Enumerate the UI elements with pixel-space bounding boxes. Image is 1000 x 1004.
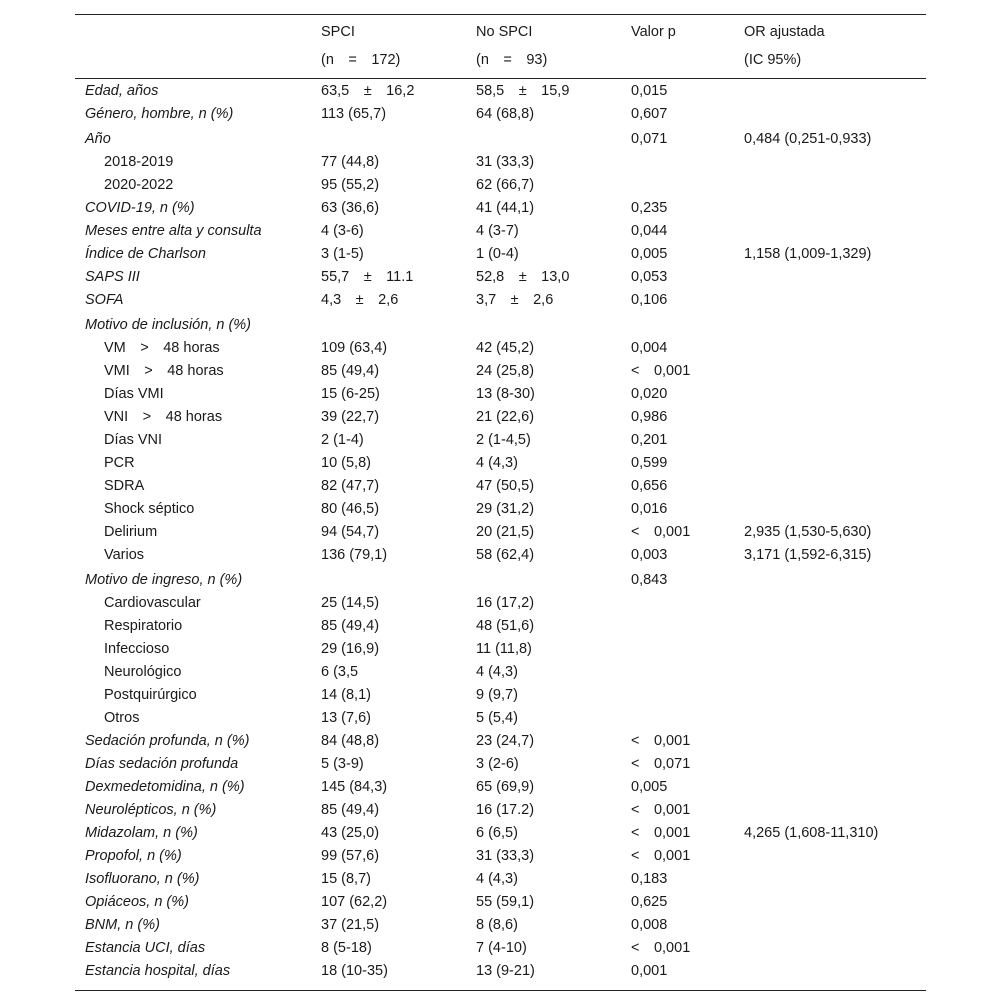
table-row: [75, 405, 926, 428]
cell-p-value: < 0,001: [631, 802, 691, 818]
cell-spci: 25 (14,5): [321, 595, 380, 611]
cell-no-spci: 4 (4,3): [476, 871, 518, 887]
cell-p-value: 0,201: [631, 432, 668, 448]
cell-p-value: < 0,071: [631, 756, 691, 772]
cell-spci: 18 (10-35): [321, 963, 388, 979]
cell-spci: 77 (44,8): [321, 154, 380, 170]
table-row: [75, 150, 926, 173]
cell-no-spci: 55 (59,1): [476, 894, 535, 910]
cell-no-spci: 31 (33,3): [476, 848, 535, 864]
cell-no-spci: 4 (3-7): [476, 223, 519, 239]
row-label: Sedación profunda, n (%): [85, 733, 250, 749]
table-row: [75, 844, 926, 867]
cell-no-spci: 11 (11,8): [476, 641, 532, 657]
table-row: [75, 265, 926, 288]
cell-p-value: 0,044: [631, 223, 668, 239]
cell-no-spci: 52,8 ± 13,0: [476, 269, 570, 285]
table-row: [75, 288, 926, 311]
cell-p-value: 0,183: [631, 871, 668, 887]
row-label: Días VMI: [104, 386, 164, 402]
cell-no-spci: 24 (25,8): [476, 363, 535, 379]
row-label: Dexmedetomidina, n (%): [85, 779, 245, 795]
row-label: COVID-19, n (%): [85, 200, 195, 216]
table-row: [75, 79, 926, 102]
table-row: [75, 196, 926, 219]
cell-no-spci: 42 (45,2): [476, 340, 535, 356]
cell-no-spci: 48 (51,6): [476, 618, 535, 634]
cell-spci: 85 (49,4): [321, 802, 380, 818]
header-p-value: Valor p: [631, 24, 676, 40]
table-row: [75, 890, 926, 913]
row-label: VM > 48 horas: [104, 340, 220, 356]
cell-p-value: < 0,001: [631, 940, 691, 956]
cell-p-value: 0,106: [631, 292, 668, 308]
table-row: [75, 543, 926, 566]
cell-spci: 5 (3-9): [321, 756, 364, 772]
cell-spci: 94 (54,7): [321, 524, 380, 540]
table-row: [75, 102, 926, 125]
table-row: [75, 359, 926, 382]
table-row: [75, 311, 926, 336]
table-row: [75, 706, 926, 729]
cell-no-spci: 64 (68,8): [476, 106, 535, 122]
row-label: Respiratorio: [104, 618, 183, 634]
row-label: Meses entre alta y consulta: [85, 223, 262, 239]
cell-p-value: 0,005: [631, 779, 668, 795]
table-row: [75, 959, 926, 982]
cell-spci: 63,5 ± 16,2: [321, 83, 415, 99]
cell-no-spci: 65 (69,9): [476, 779, 535, 795]
cell-p-value: 0,016: [631, 501, 668, 517]
cell-spci: 109 (63,4): [321, 340, 388, 356]
cell-spci: 4,3 ± 2,6: [321, 292, 399, 308]
cell-spci: 113 (65,7): [321, 106, 387, 122]
cell-adjusted-or: 0,484 (0,251-0,933): [744, 131, 872, 147]
table-row: [75, 242, 926, 265]
table-row: [75, 566, 926, 591]
cell-spci: 15 (8,7): [321, 871, 371, 887]
cell-no-spci: 47 (50,5): [476, 478, 535, 494]
cell-spci: 3 (1-5): [321, 246, 364, 262]
row-label: 2020-2022: [104, 177, 174, 193]
cell-p-value: < 0,001: [631, 733, 691, 749]
row-label: Isofluorano, n (%): [85, 871, 200, 887]
cell-spci: 4 (3-6): [321, 223, 364, 239]
row-label: 2018-2019: [104, 154, 174, 170]
cell-adjusted-or: 3,171 (1,592-6,315): [744, 547, 872, 563]
table-row: [75, 867, 926, 890]
cell-no-spci: 8 (8,6): [476, 917, 518, 933]
cell-p-value: 0,053: [631, 269, 668, 285]
row-label: Shock séptico: [104, 501, 195, 517]
cell-p-value: < 0,001: [631, 825, 691, 841]
row-label: Motivo de ingreso, n (%): [85, 572, 243, 588]
row-label: Propofol, n (%): [85, 848, 182, 864]
row-label: Índice de Charlson: [85, 246, 206, 262]
cell-spci: 10 (5,8): [321, 455, 371, 471]
cell-p-value: 0,005: [631, 246, 668, 262]
table-row: [75, 821, 926, 844]
row-label: SDRA: [104, 478, 145, 494]
cell-p-value: 0,004: [631, 340, 668, 356]
table-row: [75, 428, 926, 451]
row-label: Estancia hospital, días: [85, 963, 231, 979]
cell-spci: 145 (84,3): [321, 779, 388, 795]
cell-no-spci: 13 (8-30): [476, 386, 535, 402]
cell-no-spci: 23 (24,7): [476, 733, 535, 749]
row-label: Infeccioso: [104, 641, 170, 657]
table-row: [75, 520, 926, 543]
cell-p-value: < 0,001: [631, 363, 691, 379]
cell-no-spci: 16 (17,2): [476, 595, 535, 611]
cell-spci: 37 (21,5): [321, 917, 380, 933]
cell-p-value: 0,235: [631, 200, 668, 216]
cell-p-value: < 0,001: [631, 524, 691, 540]
row-label: Días VNI: [104, 432, 163, 448]
cell-no-spci: 58 (62,4): [476, 547, 535, 563]
cell-spci: 55,7 ± 11.1: [321, 269, 414, 285]
row-label: SOFA: [85, 292, 124, 308]
header-ci: (IC 95%): [744, 52, 802, 68]
cell-spci: 84 (48,8): [321, 733, 380, 749]
table-row: [75, 775, 926, 798]
row-label: Año: [85, 131, 111, 147]
cell-p-value: 0,001: [631, 963, 668, 979]
cell-adjusted-or: 1,158 (1,009-1,329): [744, 246, 872, 262]
cell-no-spci: 31 (33,3): [476, 154, 535, 170]
cell-spci: 6 (3,5: [321, 664, 359, 680]
cell-p-value: < 0,001: [631, 848, 691, 864]
cell-spci: 99 (57,6): [321, 848, 380, 864]
table-row: [75, 591, 926, 614]
cell-p-value: 0,986: [631, 409, 668, 425]
cell-no-spci: 4 (4,3): [476, 664, 518, 680]
row-label: VNI > 48 horas: [104, 409, 223, 425]
cell-p-value: 0,656: [631, 478, 668, 494]
cell-no-spci: 21 (22,6): [476, 409, 535, 425]
cell-spci: 39 (22,7): [321, 409, 380, 425]
row-label: Delirium: [104, 524, 158, 540]
table-row: [75, 382, 926, 405]
table-row: [75, 936, 926, 959]
cell-no-spci: 6 (6,5): [476, 825, 518, 841]
row-label: Postquirúrgico: [104, 687, 197, 703]
table-row: [75, 683, 926, 706]
row-label: Neurolépticos, n (%): [85, 802, 217, 818]
row-label: Otros: [104, 710, 140, 726]
cell-no-spci: 29 (31,2): [476, 501, 535, 517]
cell-no-spci: 3,7 ± 2,6: [476, 292, 554, 308]
cell-p-value: 0,003: [631, 547, 668, 563]
table-row: [75, 614, 926, 637]
row-label: Género, hombre, n (%): [85, 106, 234, 122]
cell-no-spci: 20 (21,5): [476, 524, 535, 540]
table-body: [75, 79, 926, 982]
table-row: [75, 798, 926, 821]
row-label: Midazolam, n (%): [85, 825, 198, 841]
cell-p-value: 0,607: [631, 106, 668, 122]
cell-p-value: 0,071: [631, 131, 668, 147]
header-row-2: [75, 47, 926, 78]
cell-spci: 14 (8,1): [321, 687, 371, 703]
data-table: [75, 14, 926, 991]
cell-adjusted-or: 4,265 (1,608-11,310): [744, 825, 879, 841]
row-label: Estancia UCI, días: [85, 940, 206, 956]
cell-no-spci: 62 (66,7): [476, 177, 535, 193]
cell-adjusted-or: 2,935 (1,530-5,630): [744, 524, 872, 540]
cell-no-spci: 13 (9-21): [476, 963, 535, 979]
cell-spci: 13 (7,6): [321, 710, 371, 726]
cell-no-spci: 58,5 ± 15,9: [476, 83, 570, 99]
bottom-rule: [75, 990, 926, 991]
table-row: [75, 660, 926, 683]
cell-spci: 63 (36,6): [321, 200, 380, 216]
table-row: [75, 219, 926, 242]
row-label: Neurológico: [104, 664, 182, 680]
row-label: Cardiovascular: [104, 595, 201, 611]
table-row: [75, 173, 926, 196]
row-label: Días sedación profunda: [85, 756, 239, 772]
header-row-1: [75, 15, 926, 47]
cell-spci: 136 (79,1): [321, 547, 388, 563]
cell-no-spci: 3 (2-6): [476, 756, 519, 772]
row-label: Motivo de inclusión, n (%): [85, 317, 252, 333]
header-no-spci-n: (n = 93): [476, 52, 548, 68]
table-row: [75, 125, 926, 150]
header-no-spci: No SPCI: [476, 24, 533, 40]
cell-p-value: 0,599: [631, 455, 668, 471]
row-label: PCR: [104, 455, 135, 471]
cell-spci: 82 (47,7): [321, 478, 380, 494]
cell-spci: 80 (46,5): [321, 501, 380, 517]
cell-spci: 85 (49,4): [321, 618, 380, 634]
cell-spci: 29 (16,9): [321, 641, 380, 657]
row-label: Opiáceos, n (%): [85, 894, 189, 910]
cell-spci: 8 (5-18): [321, 940, 372, 956]
cell-p-value: 0,015: [631, 83, 668, 99]
row-label: Varios: [104, 547, 145, 563]
cell-p-value: 0,625: [631, 894, 668, 910]
cell-no-spci: 16 (17.2): [476, 802, 535, 818]
row-label: BNM, n (%): [85, 917, 160, 933]
cell-spci: 43 (25,0): [321, 825, 380, 841]
table-row: [75, 729, 926, 752]
cell-spci: 95 (55,2): [321, 177, 380, 193]
cell-spci: 15 (6-25): [321, 386, 380, 402]
table-row: [75, 336, 926, 359]
cell-p-value: 0,020: [631, 386, 668, 402]
table-row: [75, 913, 926, 936]
cell-no-spci: 9 (9,7): [476, 687, 518, 703]
table-row: [75, 752, 926, 775]
header-adjusted-or: OR ajustada: [744, 24, 825, 40]
cell-spci: 2 (1-4): [321, 432, 364, 448]
cell-spci: 85 (49,4): [321, 363, 380, 379]
cell-no-spci: 1 (0-4): [476, 246, 519, 262]
row-label: SAPS III: [85, 269, 140, 285]
row-label: VMI > 48 horas: [104, 363, 224, 379]
row-label: Edad, años: [85, 83, 159, 99]
cell-no-spci: 5 (5,4): [476, 710, 518, 726]
table-row: [75, 637, 926, 660]
cell-spci: 107 (62,2): [321, 894, 388, 910]
header-spci-n: (n = 172): [321, 52, 401, 68]
cell-no-spci: 7 (4-10): [476, 940, 527, 956]
cell-no-spci: 4 (4,3): [476, 455, 518, 471]
cell-p-value: 0,008: [631, 917, 668, 933]
cell-p-value: 0,843: [631, 572, 668, 588]
cell-no-spci: 41 (44,1): [476, 200, 535, 216]
table-row: [75, 474, 926, 497]
table-row: [75, 497, 926, 520]
cell-no-spci: 2 (1-4,5): [476, 432, 531, 448]
header-spci: SPCI: [321, 24, 355, 40]
table-row: [75, 451, 926, 474]
